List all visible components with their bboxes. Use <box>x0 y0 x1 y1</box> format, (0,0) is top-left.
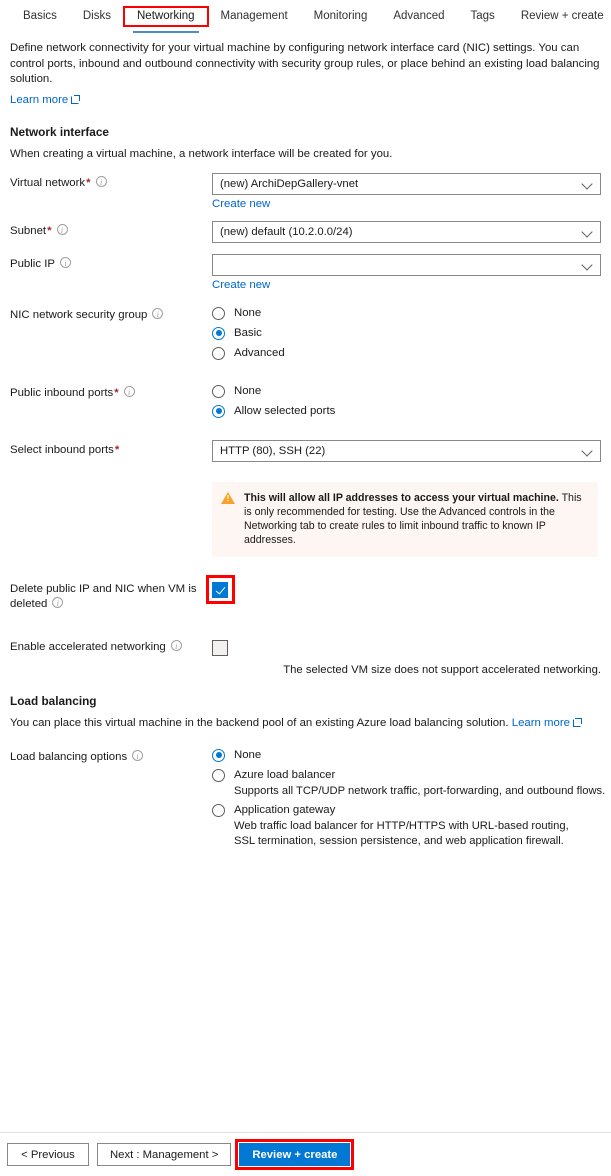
link-label: Learn more <box>511 716 570 729</box>
delete-public-ip-label <box>10 582 212 612</box>
public-inbound-ports-label <box>10 383 212 401</box>
virtual-network-control <box>212 173 611 210</box>
label-text: NIC network security group <box>10 308 148 321</box>
info-icon[interactable] <box>152 308 163 319</box>
public-ip-create-new-link[interactable]: Create new <box>212 278 271 291</box>
radio-label: Basic <box>234 326 262 339</box>
warning-triangle-icon <box>221 492 235 505</box>
external-link-icon <box>71 95 79 103</box>
network-interface-heading: Network interface <box>10 124 109 139</box>
review-create-button[interactable]: Review + create <box>239 1143 350 1166</box>
radio-inbound-none[interactable] <box>212 384 611 399</box>
warning-text-strong: This will allow all IP addresses to access your virtual machine. <box>244 491 559 504</box>
radio-description: Web traffic load balancer for HTTP/HTTPS with URL-based routing, SSL termination, session persistence, and web application firewall. <box>234 820 569 847</box>
warning-text <box>244 491 588 547</box>
tab-label: Disks <box>82 10 111 22</box>
radio-label: Azure load balancer <box>234 768 336 781</box>
next-management-button[interactable]: Next : Management > <box>97 1143 231 1166</box>
radio-label: Application gateway <box>234 804 336 816</box>
inbound-ports-warning <box>212 482 598 557</box>
required-asterisk: * <box>114 443 120 456</box>
delete-public-ip-checkbox[interactable] <box>212 582 228 598</box>
accelerated-networking-label <box>10 640 212 655</box>
public-ip-label <box>10 254 212 272</box>
radio-button <box>212 405 225 418</box>
label-text: Delete public IP and NIC when VM is deleted <box>10 582 197 610</box>
nic-nsg-label <box>10 305 212 323</box>
info-icon[interactable] <box>52 597 63 608</box>
previous-button[interactable]: < Previous <box>7 1143 89 1166</box>
radio-label: None <box>234 748 262 761</box>
required-asterisk: * <box>86 176 91 189</box>
tab-management[interactable] <box>208 7 301 31</box>
public-ip-control <box>212 254 611 291</box>
label-text: Select inbound ports <box>10 443 114 456</box>
label-text: Load balancing options <box>10 750 128 763</box>
radio-label: Advanced <box>234 346 285 359</box>
info-icon[interactable] <box>96 176 107 187</box>
field-row-subnet <box>10 210 611 243</box>
radio-button <box>212 769 225 782</box>
label-text: Public inbound ports <box>10 386 114 399</box>
info-icon[interactable] <box>60 257 71 268</box>
load-balancing-learn-more-link[interactable] <box>512 717 581 729</box>
load-balancing-options-label <box>10 747 212 765</box>
review-create-button-wrapper <box>239 1143 350 1166</box>
label-text: Public IP <box>10 257 55 270</box>
radio-description: Supports all TCP/UDP network traffic, port-forwarding, and outbound flows. <box>234 784 606 797</box>
field-row-select-inbound-ports <box>10 424 611 462</box>
tab-label: Monitoring <box>313 10 368 22</box>
radio-label: None <box>234 384 262 397</box>
radio-nic-nsg-advanced[interactable] <box>212 346 611 361</box>
radio-button <box>212 749 225 762</box>
label-text: Subnet <box>10 224 47 237</box>
chevron-down-icon <box>581 445 592 456</box>
load-balancing-subtitle <box>10 716 601 731</box>
info-icon[interactable] <box>171 640 182 651</box>
dropdown-value: (new) default (10.2.0.0/24) <box>220 225 353 238</box>
delete-public-ip-checkbox-shell <box>212 582 248 598</box>
load-balancing-heading: Load balancing <box>10 693 97 708</box>
radio-inbound-allow-selected[interactable] <box>212 404 611 419</box>
tab-advanced[interactable] <box>380 7 457 31</box>
subnet-dropdown[interactable] <box>212 221 601 243</box>
radio-button <box>212 347 225 360</box>
radio-nic-nsg-basic[interactable] <box>212 326 611 341</box>
radio-label: Allow selected ports <box>234 404 336 417</box>
radio-button <box>212 327 225 340</box>
virtual-network-label <box>10 173 212 191</box>
warning-text-rest: This is only recommended for testing. Use the Advanced controls in the Networking tab to create rules to limit inbound traffic to known IP addresses. <box>244 491 582 546</box>
tab-review-create[interactable] <box>508 7 611 31</box>
tab-label: Networking <box>137 10 195 22</box>
info-icon[interactable] <box>124 386 135 397</box>
subnet-control <box>212 221 611 243</box>
load-balancing-radio-group <box>212 747 611 854</box>
tab-disks[interactable] <box>70 7 124 31</box>
label-text: Virtual network <box>10 176 86 189</box>
info-icon[interactable] <box>57 224 68 235</box>
subnet-label <box>10 221 212 239</box>
chevron-down-icon <box>581 226 592 237</box>
dropdown-value: HTTP (80), SSH (22) <box>220 444 326 457</box>
required-asterisk: * <box>114 386 119 399</box>
radio-nic-nsg-none[interactable] <box>212 306 611 321</box>
chevron-down-icon <box>581 259 592 270</box>
public-ip-dropdown[interactable] <box>212 254 601 276</box>
radio-button <box>212 385 225 398</box>
wizard-tab-bar <box>0 0 611 32</box>
field-row-public-inbound-ports <box>10 366 611 424</box>
field-row-public-ip <box>10 243 611 291</box>
chevron-down-icon <box>581 178 592 189</box>
radio-lb-application-gateway[interactable] <box>212 803 611 848</box>
tab-label: Management <box>220 10 288 22</box>
load-balancing-subtitle-text: You can place this virtual machine in the backend pool of an existing Azure load balancing solution. <box>10 716 509 729</box>
radio-lb-azure-load-balancer[interactable] <box>212 768 611 799</box>
link-label: Learn more <box>10 93 69 106</box>
tab-label: Advanced <box>393 10 445 22</box>
info-icon[interactable] <box>132 750 143 761</box>
tab-label: Tags <box>470 10 495 22</box>
radio-button <box>212 804 225 817</box>
active-tab-underline <box>133 31 199 33</box>
intro-learn-more-link[interactable] <box>10 94 79 106</box>
select-inbound-ports-dropdown[interactable] <box>212 440 601 462</box>
field-row-load-balancing-options <box>10 731 611 854</box>
radio-button <box>212 307 225 320</box>
tab-label: Basics <box>23 10 57 22</box>
field-row-nic-nsg <box>10 291 611 366</box>
field-row-accelerated-networking <box>10 640 611 656</box>
field-row-virtual-network <box>10 162 611 210</box>
network-interface-subtitle: When creating a virtual machine, a network interface will be created for you. <box>10 147 393 160</box>
field-row-delete-public-ip <box>10 582 611 612</box>
wizard-footer <box>0 1132 611 1176</box>
tab-tags[interactable] <box>458 7 508 31</box>
public-inbound-ports-radio-group <box>212 383 611 424</box>
tab-networking[interactable] <box>124 7 208 26</box>
label-text: Enable accelerated networking <box>10 640 166 653</box>
radio-lb-none[interactable] <box>212 748 611 763</box>
dropdown-value: (new) ArchiDepGallery-vnet <box>220 177 359 190</box>
virtual-network-dropdown[interactable] <box>212 173 601 195</box>
external-link-icon <box>573 718 581 726</box>
accelerated-networking-checkbox-shell <box>212 640 248 656</box>
inbound-ports-warning-wrapper <box>212 482 611 557</box>
accelerated-networking-note: The selected VM size does not support accelerated networking. <box>283 663 601 676</box>
nic-nsg-radio-group <box>212 305 611 366</box>
select-inbound-ports-control <box>212 440 611 462</box>
tab-label: Review + create <box>520 10 604 22</box>
required-asterisk: * <box>47 224 52 237</box>
select-inbound-ports-label <box>10 440 212 458</box>
virtual-network-create-new-link[interactable]: Create new <box>212 197 271 210</box>
tab-basics[interactable] <box>10 7 70 31</box>
radio-label: None <box>234 306 262 319</box>
accelerated-networking-checkbox[interactable] <box>212 640 228 656</box>
page-description: Define network connectivity for your virtual machine by configuring network interface card (NIC) settings. You can control ports, inbound and outbound connectivity with security group rules, or place behind an existing load balancing solution. <box>10 42 600 85</box>
tab-monitoring[interactable] <box>301 7 381 31</box>
